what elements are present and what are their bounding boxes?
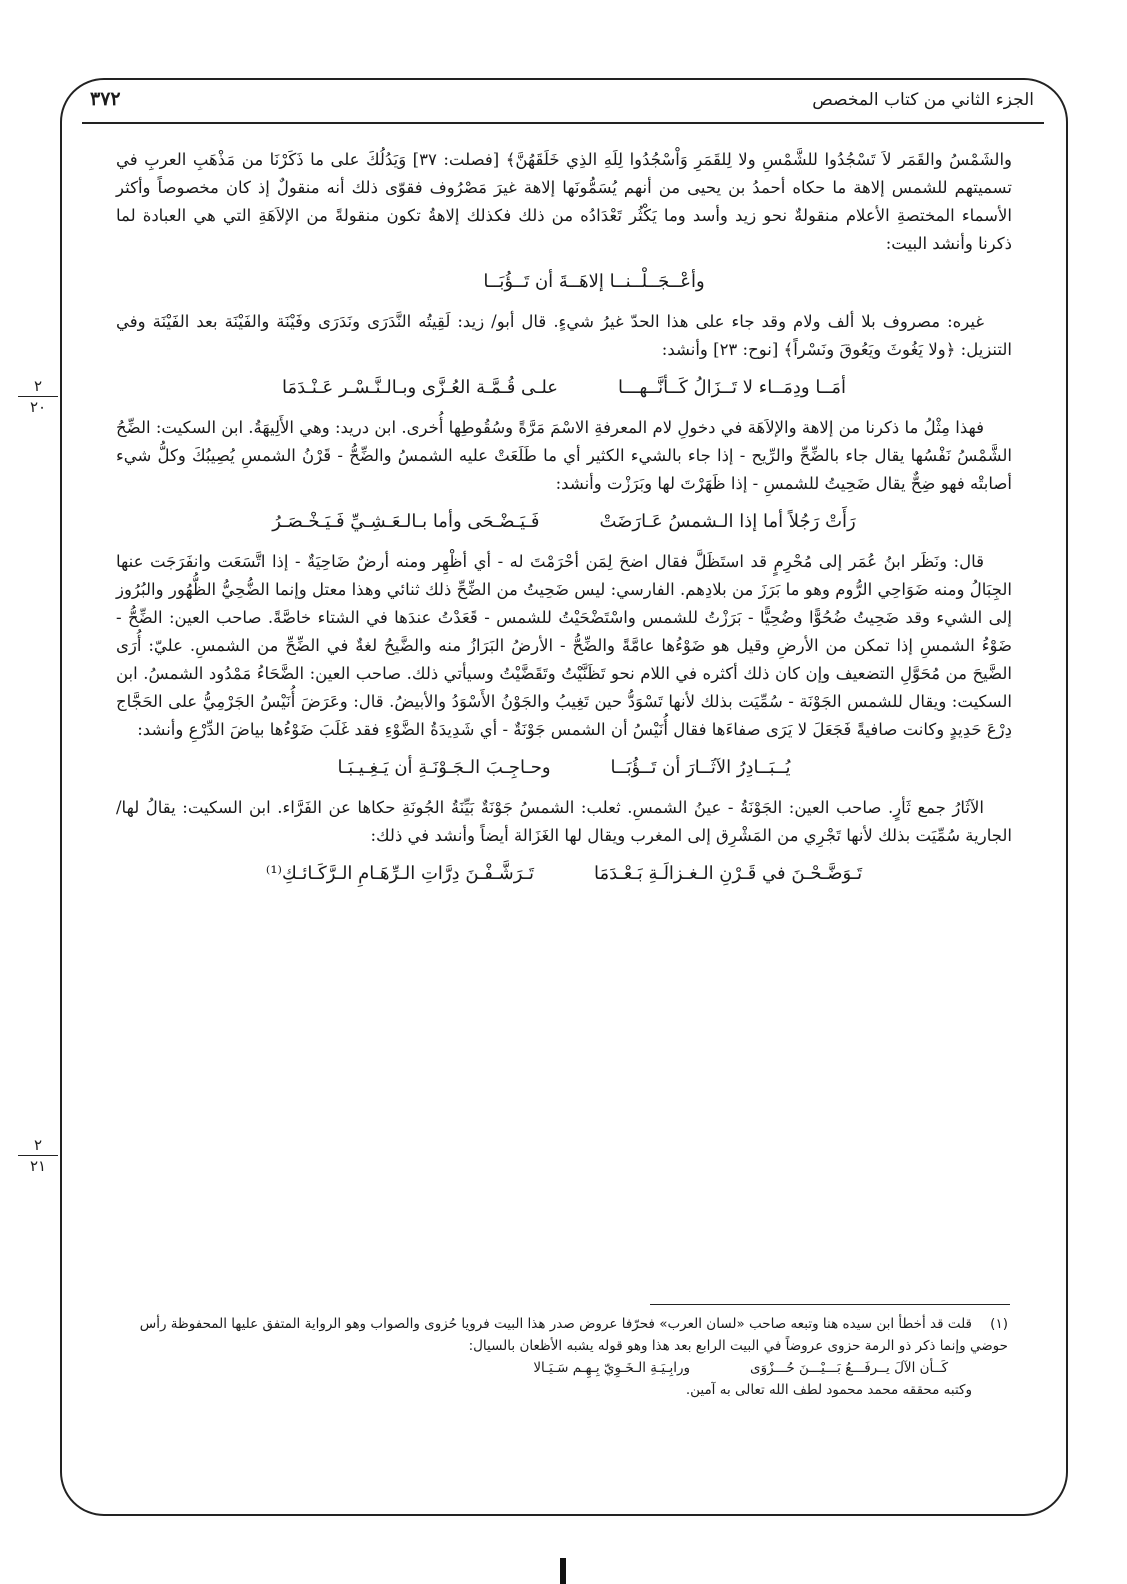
paragraph: فهذا مِثْلُ ما ذكرنا من إلاهة والإلاَهَة في دخولِ لام المعرفةِ الاسْمَ مَرَّةً وسُقُوطِها أُخرى. ابن دريد: وهي الأَلِيهَةُ. ابن السكيت: الضِّحُ الشَّمْسُ نَفْسُها يقال جاء بالضِّحِّ والرِّيح - إذا جاء بالشيء الكثير أي ما طَلَعَتْ عليه الشمسُ والضِّحُّ - قَرْنُ الشمسِ يُصِيبُكَ وكلُّ شيء أصابتْه فهو ضِحٌّ يقال ضَحِيتُ للشمسِ - إذا ظَهَرْتَ لها وبَرَزْت وأنشد:: [116, 418, 1012, 493]
verse-hemistich-1: أمَــا ودِمَــاء لا تَــزَالُ كَــأنَّــهـــا: [618, 377, 847, 398]
main-text: [116, 146, 1012, 900]
footnote-verse: [108, 1357, 1008, 1379]
footnote: [108, 1313, 1008, 1401]
page-header: [82, 84, 1044, 124]
verse-hemistich-2: علـى قُـمَّـة العُـزَّى وبـالـنَّـسْـر عَـنْـدَمَا: [282, 377, 559, 398]
verse-hemistich-2: فَـيَـضْـحَى وأما بـالـعَـشِـيِّ فَـيَـخْـصَـرُ: [272, 511, 540, 532]
footnote-verse-hemistich-2: ورابِـيَـةِ الـخَـوِيّ بِـهِـم سَـيَـالا: [533, 1360, 690, 1376]
paragraph: الآثَارُ جمع ثَأرٍ. صاحب العين: الجَوْنَةُ - عينُ الشمسِ. ثعلب: الشمسُ جَوْنَةٌ بَيِّنَةُ الجُونَةِ حكاها عن الفَرَّاء. ابن السكيت: يقالُ لها/ الجارية سُمِّيَت بذلك لأنها تَجْرِي من المَشْرِق إلى المغرب ويقال لها الغَزَالة أيضاً وأنشد في ذلك:: [116, 798, 1012, 845]
footnote-text-line: [108, 1313, 1008, 1357]
verse: [116, 508, 1012, 536]
paragraph: والشَمْسُ والقَمَر لاَ تَسْجُدُوا للشَّمْسِ ولا لِلقَمَرِ وَاْسْجُدُوا لِلَهِ الذِي خَلَقَهُنَّ﴾ [فصلت: ٣٧] وَيَدُلُكَ على ما ذَكَرْنَا من مَذْهَبِ العربِ في تسميتهم للشمس إلاهة ما حكاه أحمدُ بن يحيى من أنهم يُسَمُّونَها إلاهة غيرَ مَصْرُوف فقوّى ذلك أنه منقولٌ إذ كان مخصوصاً وأكثر الأسماء المختصةِ الأعلام منقولةٌ نحو زيد وأسد وما يَكْثُر تَعْدَادُه من ذلك فكذلك إلاهةُ تكون منقولةً من الإلاَهَةِ التي هي العبادة لما ذكرنا وأنشد البيت:: [116, 150, 1012, 253]
margin-note-top: ٢: [18, 378, 58, 397]
scan-mark: [560, 1558, 566, 1584]
margin-note-1: [18, 378, 58, 415]
footnote-verse-hemistich-1: كَــأن الآلَ يــرفَـــعُ بَـــيْـــنَ حُـــزْوَى: [750, 1360, 948, 1376]
verse: [116, 268, 1012, 296]
verse-hemistich-2: تَـرَشَّـفْـنَ دِرَّاتِ الـرِّهَـامِ الـرَّكَـائـكِ⁽¹⁾: [265, 863, 534, 884]
footnote-text: قلت قد أخطأ ابن سيده هنا وتبعه صاحب «لسان العرب» فحرّفا عروض صدر هذا البيت فرويا حُزوى والصواب وهو الرواية المتفق عليها المحفوظة رأس حوضي وإنما ذكر ذو الرمة حزوى عروضاً في البيت الرابع بعد هذا وهو قوله يشبه الأظعان بالسيال:: [139, 1316, 1008, 1354]
verse: [116, 754, 1012, 782]
verse: [116, 860, 1012, 888]
verse: [116, 374, 1012, 402]
paragraph: قال: ونَظَر ابنُ عُمَر إلى مُحْرِمٍ قد استَظَلَّ فقال اضحَ لِمَن أحْرَمْتَ له - أي أظْهِر ومنه أرضٌ ضَاحِيَةٌ - إذا اتَّسَعَت وانفَرَجَت عنها الجِبَالُ ومنه ضَوَاحِي الرُّوم وهو ما بَرَزَ من بلادِهم. الفارسي: ليس ضَحِيتُ من الضِّحِّ ذلك ثنائي وهذا معتل وإنما الضُّحِيُّ الظُّهُور والبُرُوز إلى الشيء وقد ضَحِيتُ ضُحُوًّا وضُحِيًّا - بَرَزْتُ للشمس واسْتَضْحَيْتُ للشمس - قَعَدْتُ عندَها في الشتاء خاصَّةً. صاحب العين: الضِّحُّ - ضَوْءُ الشمسِ إذا تمكن من الأرضِ وقيل هو ضَوْءُها عامَّةً والضِّحُّ - الأرضُ البَرَازُ منه والضَّيحُ لغةٌ في الضِّحِّ من الشمسِ. عليّ: أُرَى الضَّيحَ من مُحَوَّلِ التضعيف وإن كان ذلك أكثره في اللام نحو تَظَنَّيْتُ وتَقَضَّيْتُ وسيأتي ذلك. صاحب العين: الضَّحَاءُ مَمْدُود الشمسُ. ابن السكيت: ويقال للشمس الجَوْنَة - سُمِّيَت بذلك لأنها تَسْوَدُّ حين تَغِيبُ والجَوْنُ الأَسْوَدُ والأبيضُ. قال: وعَرَضَ أُنَيْسُ الجَرْمِيُّ على الحَجَّاج دِرْعَ حَدِيدٍ وكانت صافيةً فَجَعَلَ لا يَرَى صفاءَها فقال أُنَيْسُ أن الشمس جَوْنَةٌ - أي شَدِيدَةُ الضَّوْءِ فقد غَلَبَ ضَوْءُها بياضَ الدِّرْعِ وأنشد:: [116, 552, 1012, 739]
margin-note-bottom: ٢١: [29, 1157, 47, 1175]
verse-hemistich-1: يُــبَــادِرُ الآثَــارَ أن تَــؤُبَــا: [610, 757, 791, 778]
paragraph: غيره: مصروف بلا ألف ولام وقد جاء على هذا الحدّ غيرُ شيءٍ. قال أبو/ زيد: لَقِيتُه النَّدَرَى ونَدَرَى وفَيْنَة والفَيْنَة بعد الفَيْنَة وفي التنزيل: ﴿ولا يَغُوثَ ويَعُوقَ ونَسْراً﴾ [نوح: ٢٣] وأنشد:: [116, 312, 1012, 359]
page-number: ٣٧٢: [90, 88, 121, 110]
verse-hemistich-1: رَأَتْ رَجُلاً أما إذا الـشمسُ عَـارَضَتْ: [599, 511, 856, 532]
margin-note-top: ٢: [18, 1137, 58, 1156]
margin-note-2: [18, 1137, 58, 1174]
verse-hemistich-1: تَـوَضَّـحْـنَ في قَـرْنِ الـغـزالَـةِ بَـعْـدَمَا: [593, 863, 863, 884]
running-title: الجزء الثاني من كتاب المخصص: [812, 90, 1034, 110]
margin-note-bottom: ٢٠: [29, 398, 47, 416]
verse-hemistich-1: وأعْــجَــلْــنــا إلاهَــةَ أن تَــؤُبَــا: [483, 271, 705, 292]
verse-hemistich-2: وحـاجِـبَ الـجَـوْنَـةِ أن يَـغِـيـبَـا: [337, 757, 551, 778]
footnote-signature: وكتبه محققه محمد محمود لطف الله تعالى به آمين.: [685, 1382, 972, 1398]
footnote-rule: [650, 1304, 1010, 1305]
footnote-number: (١): [990, 1316, 1008, 1332]
